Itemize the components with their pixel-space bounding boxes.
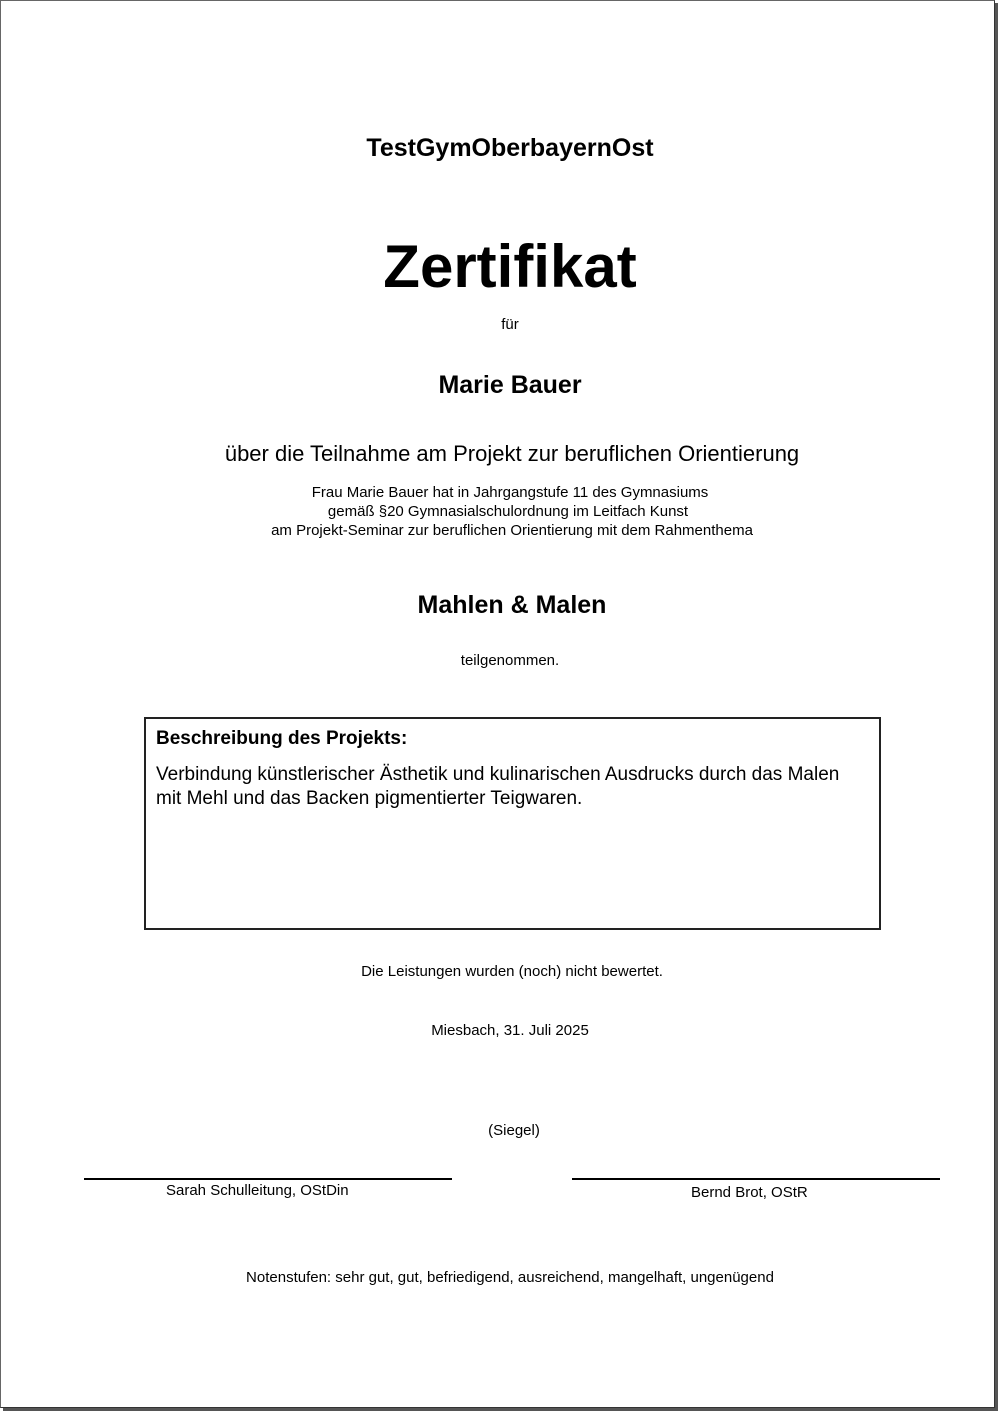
body-line-3: am Projekt-Seminar zur beruflichen Orientierung mit dem Rahmenthema <box>271 522 753 539</box>
certificate-subtitle: über die Teilnahme am Projekt zur beruflichen Orientierung <box>224 441 800 466</box>
description-text: Verbindung künstlerischer Ästhetik und kulinarischen Ausdrucks durch das Malen mit Mehl und das Backen pigmentierter Teigwaren. <box>156 764 840 809</box>
participated-text: teilgenommen. <box>460 652 560 669</box>
recipient-name: Marie Bauer <box>438 371 582 399</box>
body-line-1: Frau Marie Bauer hat in Jahrgangstufe 11 des Gymnasiums <box>311 484 709 501</box>
project-description-box <box>144 717 881 930</box>
project-theme: Mahlen & Malen <box>417 591 607 619</box>
signature-line-left <box>84 1178 452 1180</box>
signature-name-right: Bernd Brot, OStR <box>691 1184 808 1201</box>
body-line-2: gemäß §20 Gymnasialschulordnung im Leitfach Kunst <box>327 503 689 520</box>
description-heading: Beschreibung des Projekts: <box>156 728 408 749</box>
grade-scale: Notenstufen: sehr gut, gut, befriedigend, ausreichend, mangelhaft, ungenügend <box>246 1269 774 1286</box>
signature-name-left: Sarah Schulleitung, OStDin <box>166 1182 349 1199</box>
signature-line-right <box>572 1178 940 1180</box>
page-title: Zertifikat <box>383 233 637 300</box>
place-date: Miesbach, 31. Juli 2025 <box>431 1022 589 1039</box>
grade-text: Die Leistungen wurden (noch) nicht bewertet. <box>361 963 663 980</box>
school-name: TestGymOberbayernOst <box>366 134 654 162</box>
for-label: für <box>501 316 519 333</box>
seal-label: (Siegel) <box>488 1122 540 1139</box>
